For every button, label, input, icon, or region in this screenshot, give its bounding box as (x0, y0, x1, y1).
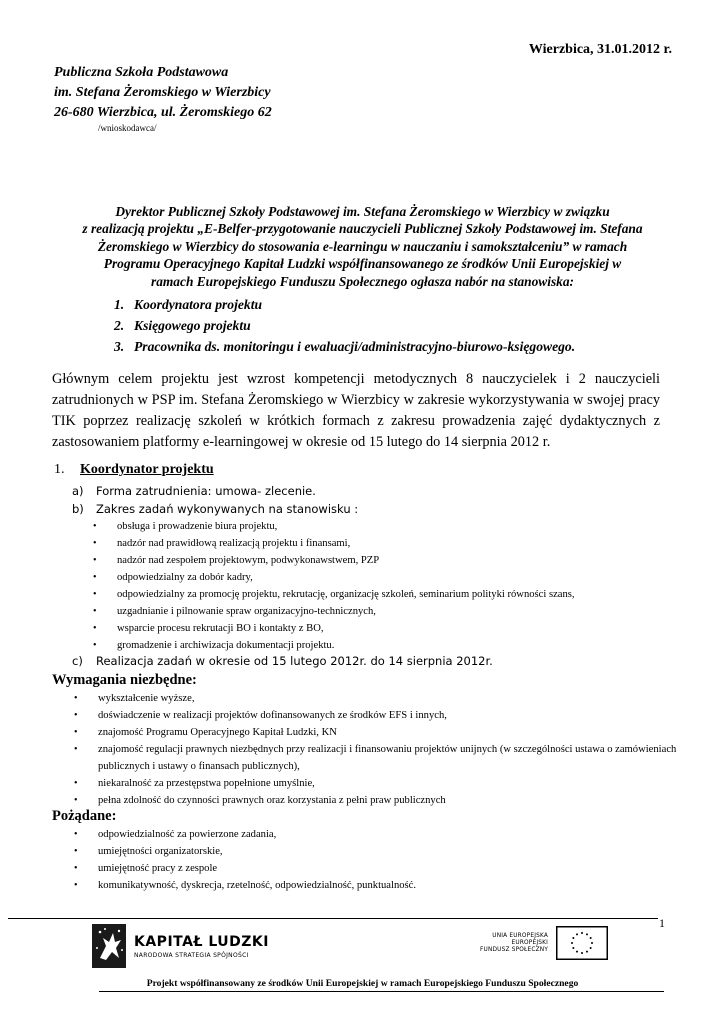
preferred-heading: Pożądane: (52, 808, 117, 824)
eu-line: UNIA EUROPEJSKA (492, 932, 549, 939)
position-number: 1. (114, 297, 125, 312)
sender-address (54, 63, 272, 123)
eu-star-icon (576, 951, 578, 953)
sub-item-c (72, 654, 493, 668)
bullet-icon: • (74, 846, 78, 857)
eu-star-icon (591, 942, 593, 944)
eu-star-icon (590, 947, 592, 949)
requirements-heading: Wymagania niezbędne: (52, 672, 197, 688)
list-item-text: obsługa i prowadzenie biura projektu, (117, 521, 278, 532)
list-item-text: odpowiedzialny za dobór kadry, (117, 572, 253, 583)
eu-star-icon (576, 933, 578, 935)
position-label: Księgowego projektu (134, 318, 251, 333)
section-title: Koordynator projektu (80, 462, 214, 477)
list-item (74, 843, 684, 860)
list-item (93, 552, 673, 569)
sub-letter: b) (72, 502, 84, 516)
sub-item-b (72, 502, 358, 516)
eu-star-icon (572, 947, 574, 949)
list-item-text: znajomość regulacji prawnych niezbędnych przy realizacji i finansowaniu projektów unijnych (w szczególności ustawa o zamówieniach publicznych i ustawy o finansach publicznych), (98, 744, 677, 772)
eu-text (480, 933, 548, 954)
project-goal-paragraph: Głównym celem projektu jest wzrost kompetencji metodycznych 8 nauczycielek i 2 nauczycieli zatrudnionych w PSP im. Stefana Żeromskiego w Wierzbicy w zakresie wykorzystywania w swojej pracy TIK poprzez realizację szkoleń w krótkich formach z zakresu prowadzenia zajęć dydaktycznych z zastosowaniem platformy e-learningowej w okresie od 15 lutego do 14 sierpnia 2012 r. (52, 371, 660, 450)
footer-divider (8, 918, 658, 919)
position-item (114, 315, 575, 336)
bullet-icon: • (93, 640, 97, 651)
footer-text: Projekt współfinansowany ze środków Unii Europejskiej w ramach Europejskiego Funduszu Społecznego (146, 978, 579, 989)
list-item-text: wsparcie procesu rekrutacji BO i kontakty z BO, (117, 623, 324, 634)
bullet-icon: • (74, 727, 78, 738)
sender-note: /wnioskodawca/ (98, 123, 157, 133)
kapital-ludzki-logo (92, 924, 269, 968)
bullet-icon: • (93, 521, 97, 532)
eu-star-icon (571, 942, 573, 944)
position-label: Pracownika ds. monitoringu i ewaluacji/administracyjno-biurowo-księgowego. (134, 339, 576, 354)
bullet-icon: • (74, 710, 78, 721)
sub-text: Forma zatrudnienia: umowa- zlecenie. (96, 484, 316, 498)
intro-line: ramach Europejskiego Funduszu Społecznego ogłasza nabór na stanowiska: (150, 273, 574, 289)
section-number: 1. (54, 462, 65, 477)
sender-line: im. Stefana Żeromskiego w Wierzbicy (54, 85, 271, 100)
position-number: 2. (114, 318, 125, 333)
list-item (74, 792, 684, 809)
eu-line: FUNDUSZ SPOŁECZNY (480, 946, 549, 953)
list-item-text: umiejętność pracy z zespole (98, 863, 218, 874)
footer-bottom-divider (99, 991, 664, 992)
intro-line: Programu Operacyjnego Kapitał Ludzki współfinansowanego ze środków Unii Europejskiej w (103, 256, 622, 272)
list-item (74, 860, 684, 877)
requirements-list (74, 690, 684, 809)
list-item (74, 690, 684, 707)
list-item (93, 518, 673, 535)
kapital-ludzki-subtitle: NARODOWA STRATEGIA SPÓJNOŚCI (134, 951, 249, 959)
eu-star-icon (590, 937, 592, 939)
list-item (74, 741, 684, 775)
list-item-text: pełna zdolność do czynności prawnych oraz korzystania z pełni praw publicznych (98, 795, 446, 806)
list-item (93, 586, 673, 603)
sub-text: Realizacja zadań w okresie od 15 lutego 2012r. do 14 sierpnia 2012r. (96, 654, 493, 668)
position-item (114, 294, 575, 315)
list-item (74, 826, 684, 843)
list-item (93, 620, 673, 637)
list-item (74, 775, 684, 792)
sender-line: 26-680 Wierzbica, ul. Żeromskiego 62 (54, 105, 272, 120)
list-item-text: nadzór nad zespołem projektowym, podwykonawstwem, PZP (117, 555, 380, 566)
eu-star-icon (572, 937, 574, 939)
kapital-ludzki-title: KAPITAŁ LUDZKI (134, 933, 269, 950)
list-item-text: odpowiedzialny za promocję projektu, rekrutację, organizację szkoleń, seminarium polityki równości szans, (117, 589, 575, 600)
bullet-icon: • (74, 880, 78, 891)
sub-item-a (72, 484, 316, 498)
list-item-text: umiejętności organizatorskie, (98, 846, 223, 857)
page-number: 1 (659, 916, 665, 930)
list-item-text: znajomość Programu Operacyjnego Kapitał Ludzki, KN (98, 727, 337, 738)
list-item (93, 637, 673, 654)
bullet-icon: • (93, 538, 97, 549)
sub-letter: c) (72, 654, 83, 668)
section-heading (54, 462, 214, 478)
bullet-icon: • (93, 589, 97, 600)
sub-letter: a) (72, 484, 84, 498)
intro-line: Dyrektor Publicznej Szkoły Podstawowej im. Stefana Żeromskiego w Wierzbicy w związku (115, 204, 610, 219)
bullet-icon: • (74, 795, 78, 806)
preferred-list (74, 826, 684, 894)
list-item-text: uzgadnianie i pilnowanie spraw organizacyjno-technicznych, (117, 606, 376, 617)
sub-text: Zakres zadań wykonywanych na stanowisku : (96, 502, 359, 516)
bullet-icon: • (93, 606, 97, 617)
list-item-text: komunikatywność, dyskrecja, rzetelność, odpowiedzialność, punktualność. (98, 880, 417, 891)
list-item (93, 535, 673, 552)
sender-line: Publiczna Szkoła Podstawowa (54, 65, 229, 80)
announcement-intro (50, 203, 675, 290)
list-item-text: doświadczenie w realizacji projektów dofinansowanych ze środków EFS i innych, (98, 710, 447, 721)
list-item-text: niekaralność za przestępstwa popełnione umyślnie, (98, 778, 315, 789)
tasks-list (93, 518, 673, 654)
bullet-icon: • (74, 829, 78, 840)
list-item-text: wykształcenie wyższe, (98, 693, 195, 704)
bullet-icon: • (93, 623, 97, 634)
kapital-ludzki-emblem-icon (92, 924, 126, 968)
eu-star-icon (581, 932, 583, 934)
eu-logo (480, 926, 608, 960)
bullet-icon: • (74, 863, 78, 874)
eu-star-icon (586, 933, 588, 935)
position-label: Koordynatora projektu (134, 297, 263, 312)
bullet-icon: • (74, 744, 78, 755)
intro-line: z realizacją projektu „E-Belfer-przygotowanie nauczycieli Publicznej Szkoły Podstawowej im. Stefana (82, 221, 643, 237)
intro-line: Żeromskiego w Wierzbicy do stosowania e-learningu w nauczaniu i samokształceniu” w ramach (97, 238, 628, 254)
eu-star-icon (581, 952, 583, 954)
list-item (93, 569, 673, 586)
position-number: 3. (114, 339, 125, 354)
bullet-icon: • (74, 778, 78, 789)
eu-line: EUROPEJSKI (511, 939, 549, 946)
list-item (74, 724, 684, 741)
list-item-text: gromadzenie i archiwizacja dokumentacji projektu. (117, 640, 335, 651)
bullet-icon: • (74, 693, 78, 704)
list-item-text: odpowiedzialność za powierzone zadania, (98, 829, 277, 840)
document-date: Wierzbica, 31.01.2012 r. (528, 42, 672, 57)
positions-list (114, 294, 575, 357)
position-item (114, 336, 575, 357)
list-item (74, 877, 684, 894)
list-item (74, 707, 684, 724)
list-item-text: nadzór nad prawidłową realizacją projektu i finansami, (117, 538, 351, 549)
bullet-icon: • (93, 572, 97, 583)
eu-flag-icon (556, 926, 608, 960)
kapital-ludzki-text (134, 934, 269, 959)
bullet-icon: • (93, 555, 97, 566)
list-item (93, 603, 673, 620)
eu-star-icon (586, 951, 588, 953)
